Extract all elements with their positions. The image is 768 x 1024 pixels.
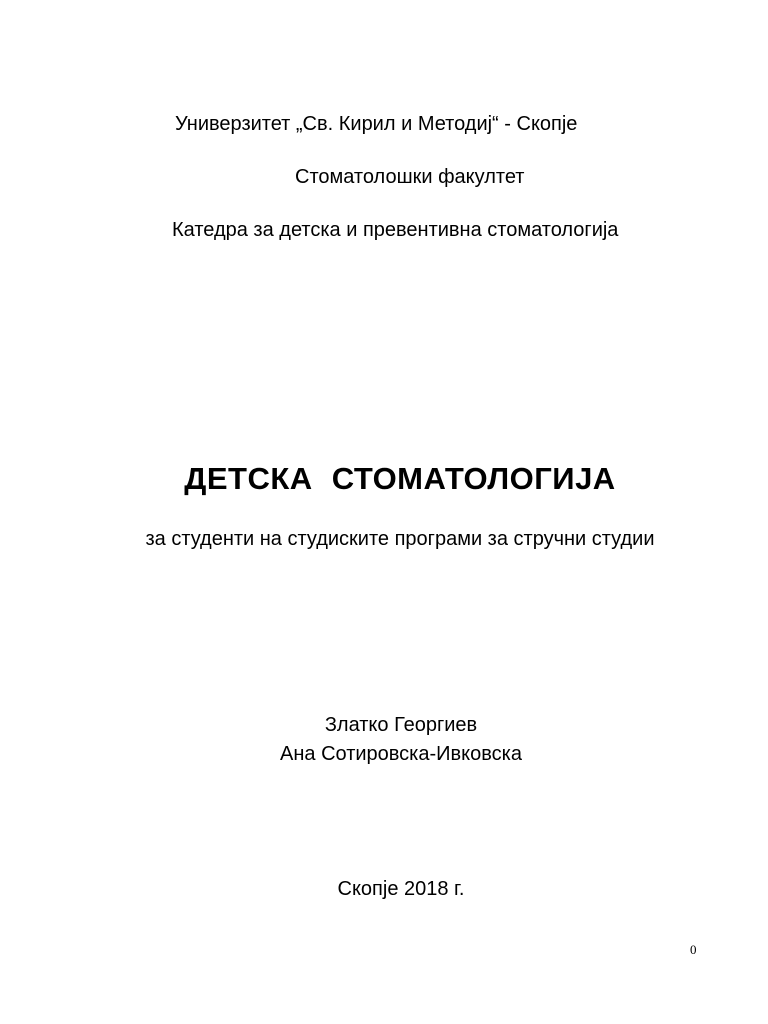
university-name: Универзитет „Св. Кирил и Методиј“ - Скопје: [175, 113, 578, 135]
place-and-year: Скопје 2018 г.: [337, 878, 465, 900]
department-name: Катедра за детска и превентивна стоматологија: [172, 219, 619, 241]
page-number: 0: [690, 942, 697, 957]
document-title: ДЕТСКА СТОМАТОЛОГИЈА: [184, 461, 616, 496]
document-subtitle: за студенти на студиските програми за стручни студии: [145, 528, 655, 550]
faculty-name: Стоматолошки факултет: [295, 166, 525, 188]
author-name: Ана Сотировска-Ивковска: [280, 743, 522, 765]
author-name: Златко Георгиев: [324, 714, 478, 736]
